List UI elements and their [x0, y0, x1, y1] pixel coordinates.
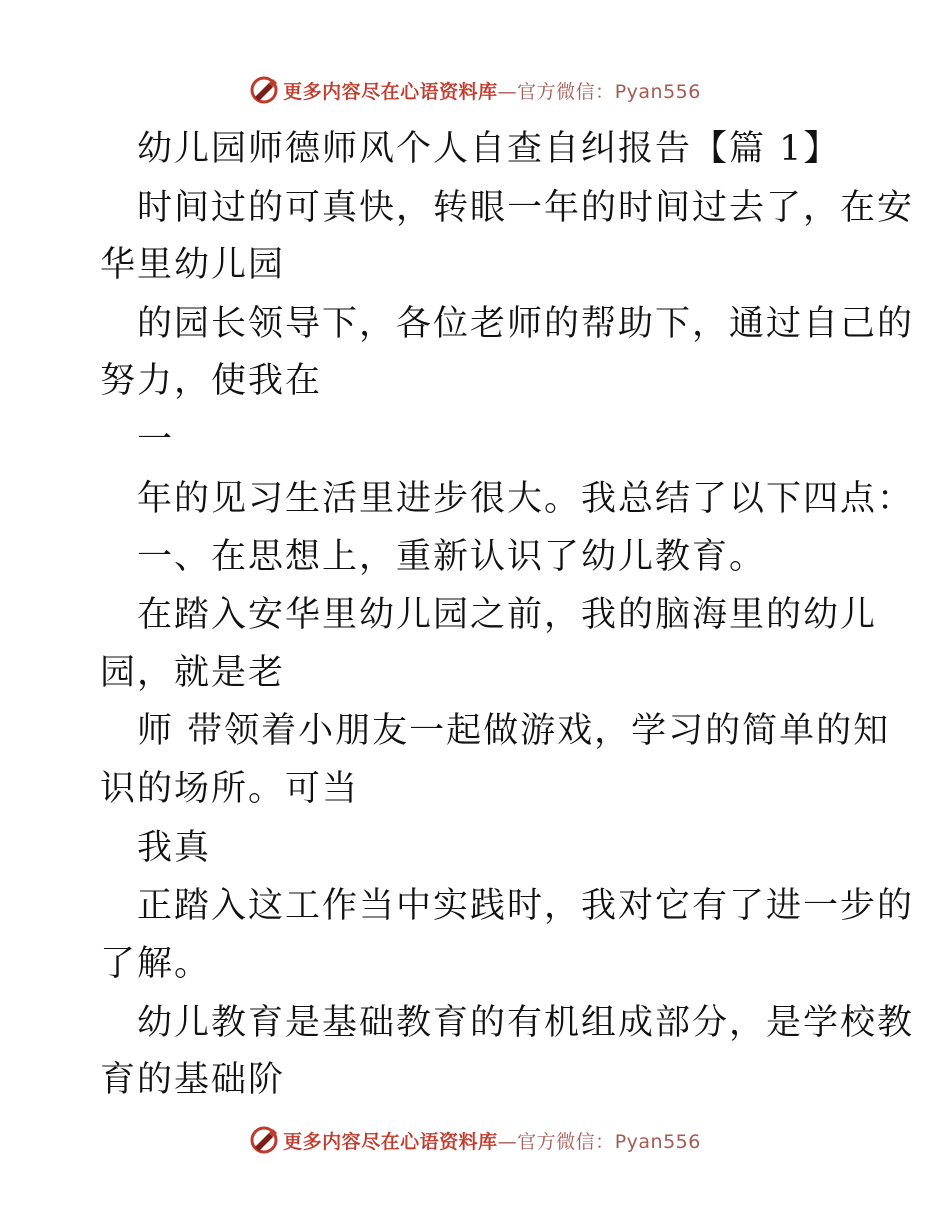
paragraph-line: 正踏入这工作当中实践时，我对它有了进一步的: [137, 886, 915, 926]
section-heading: 一、在思想上，重新认识了幼儿教育。: [137, 537, 767, 577]
paragraph-line: 我真: [137, 828, 212, 868]
paragraph-line: 在踏入安华里幼儿园之前，我的脑海里的幼儿: [137, 595, 878, 635]
paragraph-line: 识的场所。可当: [100, 769, 360, 809]
footer-banner: [0, 1120, 950, 1160]
paragraph-line: 时间过的可真快，转眼一年的时间过去了，在安: [137, 188, 915, 228]
paragraph-line: 华里幼儿园: [100, 245, 286, 285]
paragraph-line: 的园长领导下，各位老师的帮助下，通过自己的: [137, 304, 915, 344]
footer-separator-text: —官方微信：: [497, 1130, 615, 1153]
paragraph-line: 努力，使我在: [100, 361, 323, 401]
paragraph-line: 园，就是老: [100, 653, 286, 693]
paragraph-line: 师 带领着小朋友一起做游戏，学习的简单的知: [137, 711, 891, 751]
pen-in-circle-logo-icon: [249, 75, 279, 105]
header-separator-text: —官方微信：: [497, 80, 615, 103]
footer-banner-text: [283, 1127, 701, 1154]
header-brand-text: 更多内容尽在心语资料库: [283, 80, 498, 103]
paragraph-line: 了解。: [100, 944, 212, 984]
pen-in-circle-logo-icon: [249, 1125, 279, 1155]
header-banner-text: [283, 77, 701, 104]
footer-brand-text: 更多内容尽在心语资料库: [283, 1130, 498, 1153]
paragraph-line: 幼儿教育是基础教育的有机组成部分，是学校教: [137, 1003, 915, 1043]
footer-wechat-id: Pyan556: [614, 1130, 701, 1153]
header-wechat-id: Pyan556: [614, 80, 701, 103]
header-banner: [0, 70, 950, 110]
paragraph-line: 育的基础阶: [100, 1060, 286, 1100]
paragraph-line: 一: [137, 420, 175, 460]
paragraph-line: 年的见习生活里进步很大。我总结了以下四点：: [137, 479, 915, 519]
document-title: 幼儿园师德师风个人自查自纠报告【篇 1】: [137, 129, 841, 169]
